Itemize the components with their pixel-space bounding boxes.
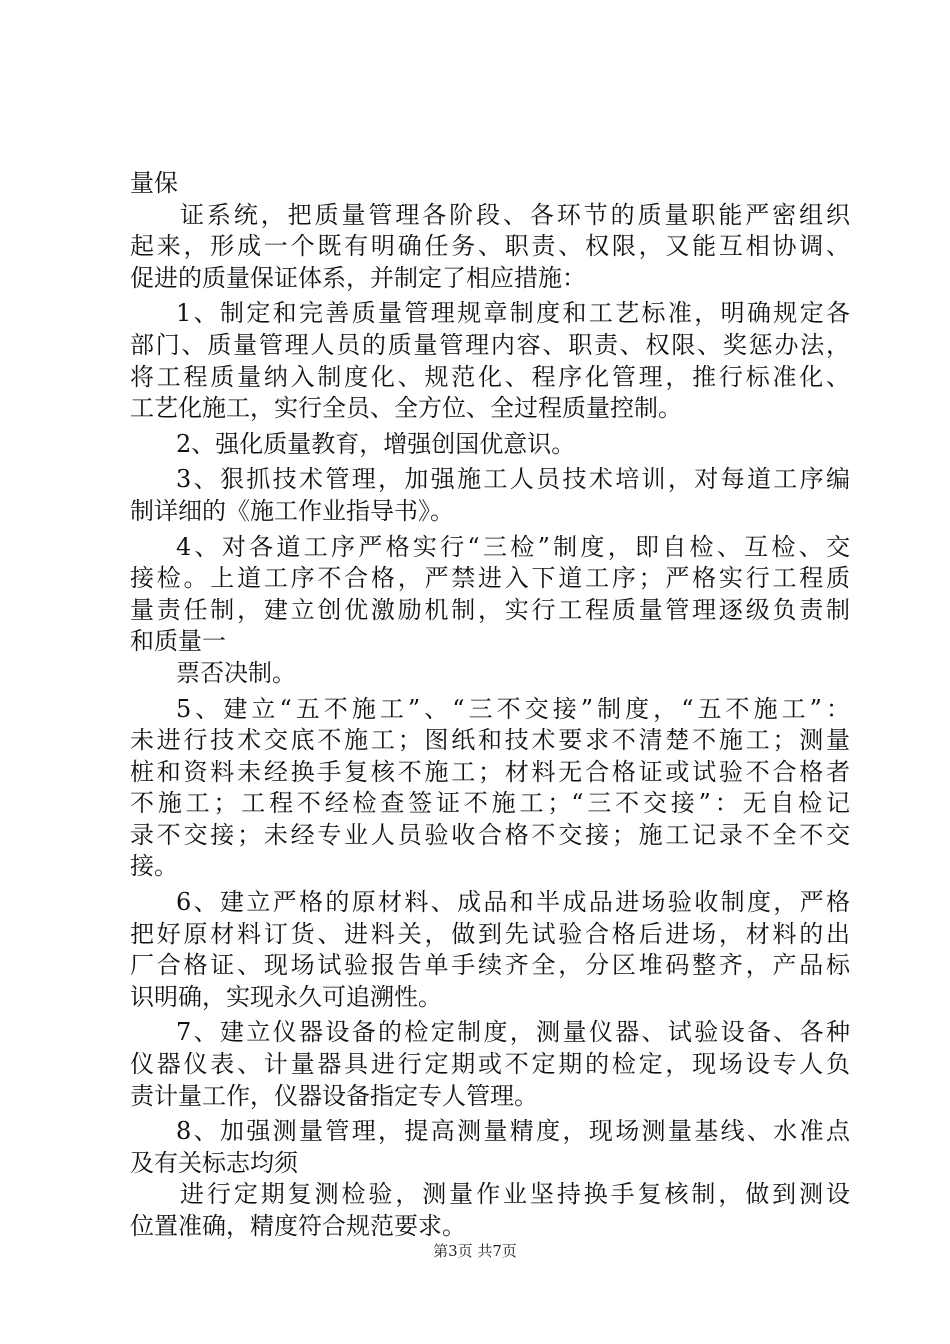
text-line: 起来，形成一个既有明确任务、职责、权限，又能互相协调、	[130, 232, 850, 261]
text-line: 及有关标志均须	[130, 1148, 298, 1177]
text-line: 将工程质量纳入制度化、规范化、程序化管理，推行标准化、	[130, 362, 850, 391]
text-line: 量责任制，建立创优激励机制，实行工程质量管理逐级负责制	[130, 595, 850, 624]
text-line: 和质量一	[130, 627, 226, 656]
text-line: 工艺化施工，实行全员、全方位、全过程质量控制。	[130, 394, 682, 423]
text-line: 6、建立严格的原材料、成品和半成品进场验收制度，严格	[176, 888, 850, 917]
document-body	[130, 168, 850, 1243]
text-line: 促进的质量保证体系，并制定了相应措施：	[130, 263, 586, 292]
text-line: 8、加强测量管理，提高测量精度，现场测量基线、水准点	[176, 1117, 850, 1146]
text-line: 不施工；工程不经检查签证不施工；“三不交接”：无自检记	[130, 789, 850, 818]
text-line: 进行定期复测检验，测量作业坚持换手复核制，做到测设	[180, 1180, 850, 1209]
text-line: 位置准确，精度符合规范要求。	[130, 1212, 466, 1240]
page-footer: 第3页 共7页	[433, 1242, 517, 1260]
text-line: 接检。上道工序不合格，严禁进入下道工序；严格实行工程质	[130, 564, 850, 593]
text-line: 7、建立仪器设备的检定制度，测量仪器、试验设备、各种	[176, 1018, 850, 1047]
text-line: 把好原材料订货、进料关，做到先试验合格后进场，材料的出	[130, 919, 850, 948]
text-line: 4、对各道工序严格实行“三检”制度，即自检、互检、交	[176, 532, 850, 561]
text-line: 5、建立“五不施工”、“三不交接”制度，“五不施工”：	[176, 694, 850, 723]
text-line: 证系统，把质量管理各阶段、各环节的质量职能严密组织	[180, 200, 850, 229]
text-line: 厂合格证、现场试验报告单手续齐全，分区堆码整齐，产品标	[130, 951, 850, 980]
text-line: 制详细的《施工作业指导书》。	[130, 496, 454, 525]
text-line: 责计量工作，仪器设备指定专人管理。	[130, 1081, 538, 1110]
text-line: 2、强化质量教育，增强创国优意识。	[176, 429, 576, 458]
text-line: 识明确，实现永久可追溯性。	[130, 982, 442, 1011]
text-line: 录不交接；未经专业人员验收合格不交接；施工记录不全不交	[130, 820, 850, 849]
text-line: 未进行技术交底不施工；图纸和技术要求不清楚不施工；测量	[130, 726, 850, 755]
text-line: 接。	[130, 852, 178, 881]
text-line: 3、狠抓技术管理，加强施工人员技术培训，对每道工序编	[176, 465, 850, 494]
text-line: 桩和资料未经换手复核不施工；材料无合格证或试验不合格者	[130, 757, 850, 786]
text-line: 部门、质量管理人员的质量管理内容、职责、权限、奖惩办法，	[130, 330, 850, 359]
text-line: 量保	[130, 169, 178, 197]
text-line: 仪器仪表、计量器具进行定期或不定期的检定，现场设专人负	[130, 1050, 850, 1079]
text-line: 1、制定和完善质量管理规章制度和工艺标准，明确规定各	[176, 299, 850, 328]
text-line: 票否决制。	[176, 658, 296, 687]
